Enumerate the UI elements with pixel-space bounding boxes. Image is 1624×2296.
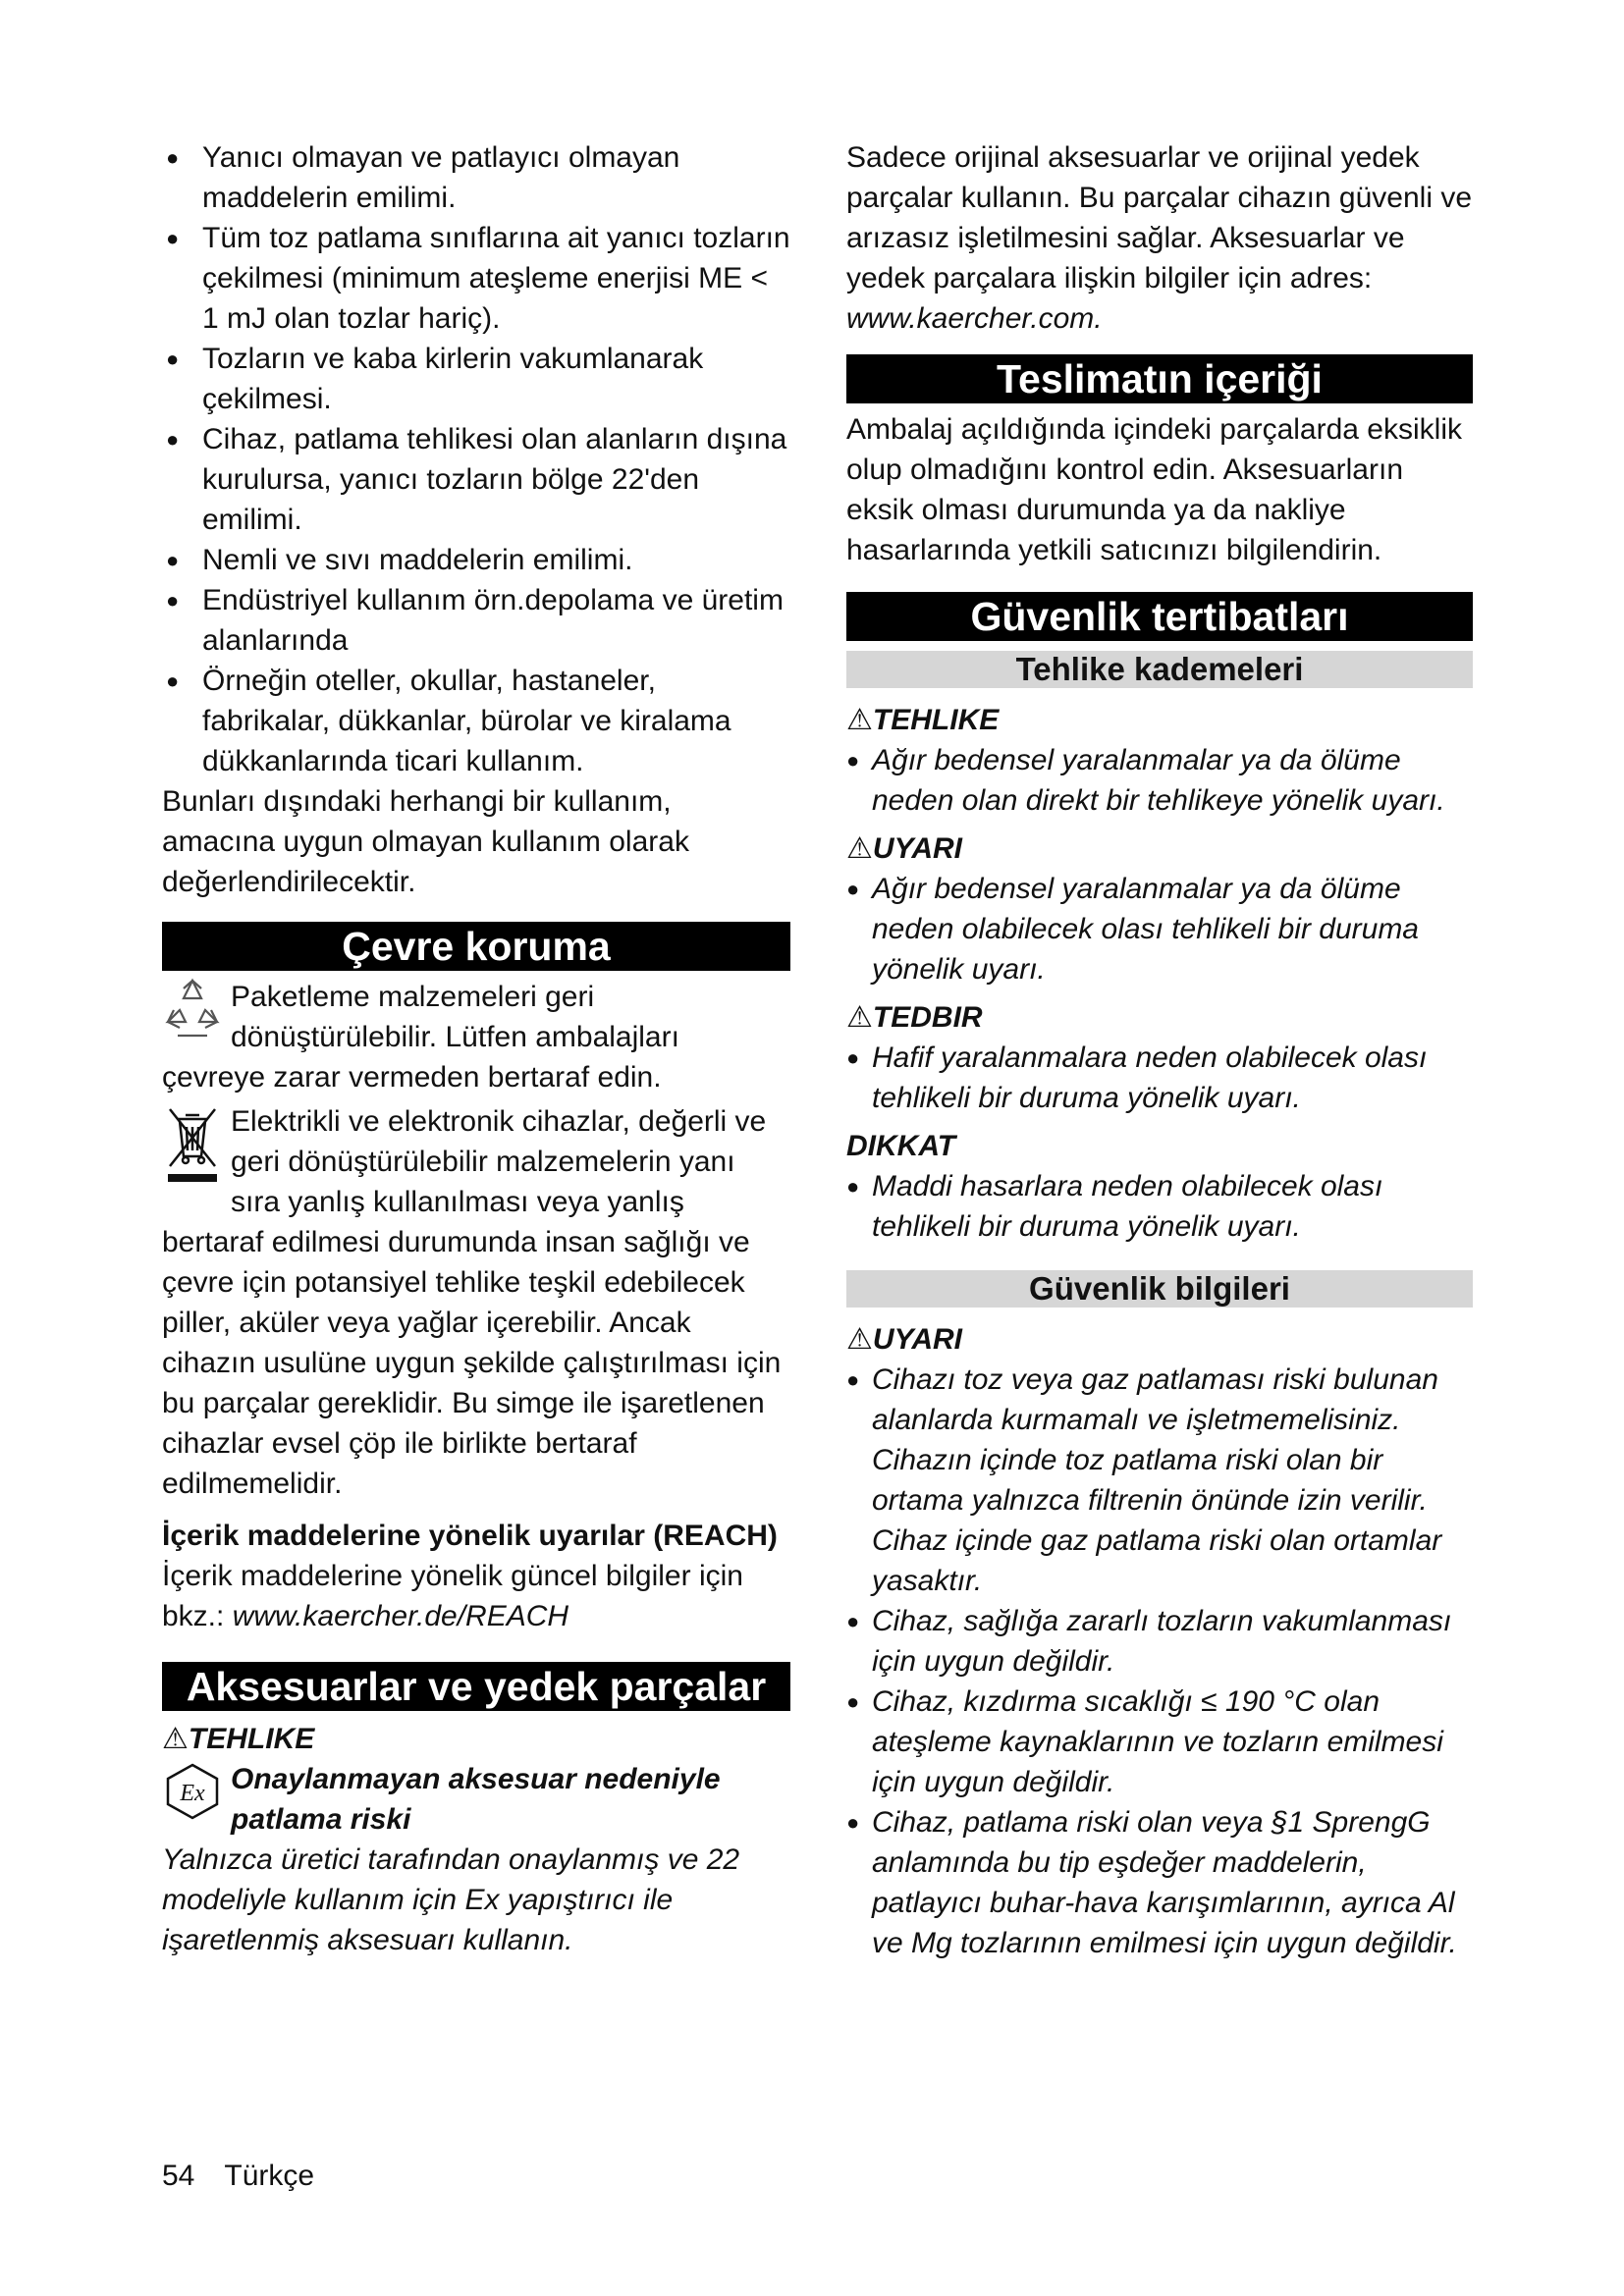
- warning-triangle-icon: ⚠: [846, 1001, 873, 1034]
- info-level-label: ⚠UYARI: [846, 1323, 963, 1356]
- packaging-paragraph: [162, 977, 790, 1097]
- list-item: ● Cihaz, patlama tehlikesi olan alanların dışına kurulursa, yanıcı tozların bölge 22'den emilimi.: [162, 419, 790, 540]
- reach-heading: İçerik maddelerine yönelik uyarılar (REACH): [162, 1520, 778, 1552]
- parts-text: Sadece orijinal aksesuarlar ve orijinal yedek parçalar kullanın. Bu parçalar cihazın güvenli ve arızasız işletilmesini sağlar. Aksesuarlar ve yedek parçalara ilişkin bilgiler için adres:: [846, 141, 1473, 294]
- level-list-uyari: [846, 869, 1473, 989]
- packaging-text: Paketleme malzemeleri geri dönüştürülebilir. Lütfen ambalajları çevreye zarar vermeden bertaraf edin.: [162, 981, 679, 1094]
- list-item: ● Nemli ve sıvı maddelerin emilimi.: [162, 540, 790, 580]
- safety-info-heading: Güvenlik bilgileri: [846, 1270, 1473, 1308]
- level-label-tedbir: ⚠TEDBIR: [846, 1001, 983, 1034]
- delivery-heading: Teslimatın içeriği: [846, 354, 1473, 403]
- page-footer: [162, 2156, 314, 2196]
- level-list-tedbir: [846, 1038, 1473, 1118]
- recycle-icon: [162, 977, 227, 1055]
- delivery-text: Ambalaj açıldığında içindeki parçalarda eksiklik olup olmadığını kontrol edin. Aksesuarların eksik olması durumunda ya da nakliye hasarlarında yetkili satıcınızı bilgilendirin.: [846, 413, 1462, 566]
- parts-link[interactable]: www.kaercher.com.: [846, 302, 1103, 335]
- list-item: ● Cihaz, sağlığa zararlı tozların vakumlanması için uygun değildir.: [846, 1601, 1473, 1682]
- safety-heading: Güvenlik tertibatları: [846, 592, 1473, 641]
- ex-paragraph: [162, 1759, 790, 1840]
- parts-paragraph: [846, 137, 1473, 339]
- level-list-dikkat: [846, 1166, 1473, 1247]
- hazard-levels-heading: Tehlike kademeleri: [846, 651, 1473, 688]
- safety-info-list: [846, 1360, 1473, 1963]
- list-item: ● Yanıcı olmayan ve patlayıcı olmayan maddelerin emilimi.: [162, 137, 790, 218]
- use-note: Bunları dışındaki herhangi bir kullanım, amacına uygun olmayan kullanım olarak değerlendirilecektir.: [162, 785, 689, 898]
- reach-link[interactable]: www.kaercher.de/REACH: [232, 1600, 569, 1632]
- warning-triangle-icon: ⚠: [846, 704, 873, 736]
- list-item: ● Maddi hasarlara neden olabilecek olası tehlikeli bir duruma yönelik uyarı.: [846, 1166, 1473, 1247]
- weee-paragraph: [162, 1101, 790, 1504]
- page-language: Türkçe: [224, 2160, 315, 2192]
- list-item: ● Ağır bedensel yaralanmalar ya da ölüme neden olabilecek olası tehlikeli bir duruma yönelik uyarı.: [846, 869, 1473, 989]
- svg-text:Ex: Ex: [180, 1781, 205, 1806]
- ex-title: Onaylanmayan aksesuar nedeniyle patlama riski: [231, 1763, 721, 1836]
- crossed-bin-icon: [162, 1101, 227, 1190]
- list-item: ● Tozların ve kaba kirlerin vakumlanarak çekilmesi.: [162, 339, 790, 419]
- hazard-level-label: ⚠TEHLIKE: [162, 1723, 315, 1755]
- list-item: ● Ağır bedensel yaralanmalar ya da ölüme neden olan direkt bir tehlikeye yönelik uyarı.: [846, 740, 1473, 821]
- warning-triangle-icon: ⚠: [846, 1323, 873, 1356]
- level-list-tehlike: [846, 740, 1473, 821]
- intended-use-list: [162, 137, 790, 781]
- level-label-uyari: ⚠UYARI: [846, 832, 963, 865]
- list-item: ● Endüstriyel kullanım örn.depolama ve üretim alanlarında: [162, 580, 790, 661]
- ex-text: Yalnızca üretici tarafından onaylanmış ve 22 modeliyle kullanım için Ex yapıştırıcı ile işaretlenmiş aksesuarı kullanın.: [162, 1843, 740, 1956]
- list-item: ● Tüm toz patlama sınıflarına ait yanıcı tozların çekilmesi (minimum ateşleme enerjisi ME < 1 mJ olan tozlar hariç).: [162, 218, 790, 339]
- list-item: ● Cihazı toz veya gaz patlaması riski bulunan alanlarda kurmamalı ve işletmemelisiniz. Cihazın içinde toz patlama riski olan bir ortama yalnızca filtrenin önünde izin verilir. Cihaz içinde gaz patlama riski olan ortamlar yasaktır.: [846, 1360, 1473, 1601]
- weee-text: Elektrikli ve elektronik cihazlar, değerli ve geri dönüştürülebilir malzemelerin yanı sıra yanlış kullanılması veya yanlış bertaraf edilmesi durumunda insan sağlığı ve çevre için potansiyel tehlike teşkil edebilecek piller, aküler veya yağlar içerebilir. Ancak cihazın usulüne uygun şekilde çalıştırılması için bu parçalar gereklidir. Bu simge ile işaretlenen cihazlar evsel çöp ile birlikte bertaraf edilmemelidir.: [162, 1105, 782, 1500]
- level-label-tehlike: ⚠TEHLIKE: [846, 704, 1000, 736]
- list-item: ● Cihaz, patlama riski olan veya §1 SprengG anlamında bu tip eşdeğer maddelerin, patlayıcı buhar-hava karışımlarının, ayrıca Al ve Mg tozlarının emilmesi için uygun değildir.: [846, 1802, 1473, 1963]
- reach-paragraph: [162, 1556, 790, 1636]
- list-item: ● Cihaz, kızdırma sıcaklığı ≤ 190 °C olan ateşleme kaynaklarının ve tozların emilmesi için uygun değildir.: [846, 1682, 1473, 1802]
- warning-triangle-icon: ⚠: [162, 1723, 189, 1755]
- right-column: [846, 137, 1473, 1963]
- ex-explosion-protection-icon: [162, 1759, 227, 1834]
- warning-triangle-icon: ⚠: [846, 832, 873, 865]
- env-heading: Çevre koruma: [162, 922, 790, 971]
- list-item: ● Örneğin oteller, okullar, hastaneler, fabrikalar, dükkanlar, bürolar ve kiralama dükkanlarında ticari kullanım.: [162, 661, 790, 781]
- reach-text: İçerik maddelerine yönelik güncel bilgiler için bkz.:: [162, 1560, 743, 1632]
- accessories-heading: Aksesuarlar ve yedek parçalar: [162, 1662, 790, 1711]
- level-label-dikkat: DIKKAT: [846, 1130, 956, 1162]
- page-number: 54: [162, 2160, 195, 2192]
- left-column: [162, 137, 790, 1960]
- list-item: ● Hafif yaralanmalara neden olabilecek olası tehlikeli bir duruma yönelik uyarı.: [846, 1038, 1473, 1118]
